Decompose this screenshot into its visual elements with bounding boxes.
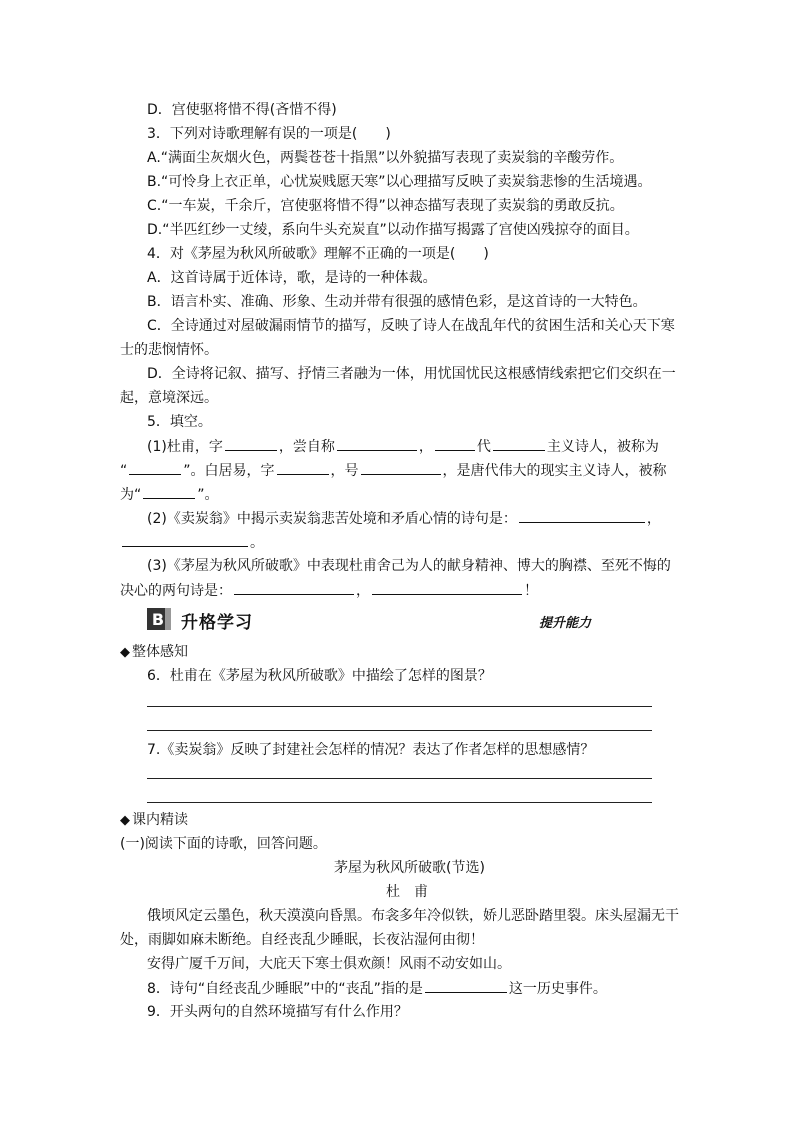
fill-blank-1-line2 <box>120 460 667 480</box>
question-4: 4．对《茅屋为秋风所破歌》理解不正确的一项是( ) <box>147 246 489 262</box>
fill-blank-3-line2 <box>120 580 538 600</box>
fill-blank-2-line1 <box>147 508 661 528</box>
question-5: 5．填空。 <box>147 414 212 430</box>
text: (2)《卖炭翁》中揭示卖炭翁悲苦处境和矛盾心情的诗句是： <box>147 511 517 527</box>
text: ”。白居易，字 <box>183 463 275 479</box>
section-header <box>147 606 617 632</box>
option-a-q4: A．这首诗属于近体诗，歌，是诗的一种体裁。 <box>147 270 437 286</box>
poem-line3: 安得广厦千万间，大庇天下寒士俱欢颜！风雨不动安如山。 <box>147 956 511 972</box>
text: 这一历史事件。 <box>508 981 607 997</box>
text: ，是唐代伟大的现实主义诗人，被称 <box>442 463 667 479</box>
option-d-q4-line1: D．全诗将记叙、描写、抒情三者融为一体，用忧国忧民这根感情线索把它们交织在一 <box>147 366 676 382</box>
answer-blank[interactable] <box>129 460 181 475</box>
answer-line[interactable] <box>147 802 652 803</box>
question-8 <box>147 978 607 998</box>
poem-line2: 处，雨脚如麻未断绝。自经丧乱少睡眠，长夜沾湿何由彻！ <box>120 932 484 948</box>
text: 8．诗句“自经丧乱少睡眠”中的“丧乱”指的是 <box>147 981 423 997</box>
option-a-q3: A.“满面尘灰烟火色，两鬓苍苍十指黑”以外貌描写表现了卖炭翁的辛酸劳作。 <box>147 150 624 166</box>
answer-line[interactable] <box>147 730 652 731</box>
text: 代 <box>476 439 491 455</box>
text: ，尝自称 <box>278 439 335 455</box>
text: ， <box>356 583 370 599</box>
option-d-q2: D．宫使驱将惜不得(吝惜不得) <box>147 102 337 118</box>
answer-blank[interactable] <box>122 532 248 547</box>
answer-blank[interactable] <box>425 978 507 993</box>
fill-blank-2-line2 <box>120 532 264 552</box>
poem-line1: 俄顷风定云墨色，秋天漠漠向昏黑。布衾多年冷似铁，娇儿恶卧踏里裂。床头屋漏无干 <box>147 908 679 924</box>
question-3: 3．下列对诗歌理解有误的一项是( ) <box>147 126 391 142</box>
question-6: 6．杜甫在《茅屋为秋风所破歌》中描绘了怎样的图景？ <box>147 668 492 684</box>
subsection-reading <box>120 810 188 830</box>
section-title: 升格学习 <box>181 613 253 633</box>
poem-title: 茅屋为秋风所破歌(节选) <box>334 860 485 876</box>
answer-blank[interactable] <box>337 436 417 451</box>
answer-blank[interactable] <box>493 436 545 451</box>
answer-line[interactable] <box>147 706 652 707</box>
answer-blank[interactable] <box>361 460 441 475</box>
option-c-q4-line1: C．全诗通过对屋破漏雨情节的描写，反映了诗人在战乱年代的贫困生活和关心天下寒 <box>147 318 675 334</box>
option-b-q3: B.“可怜身上衣正单，心忧炭贱愿天寒”以心理描写反映了卖炭翁悲惨的生活境遇。 <box>147 174 652 190</box>
diamond-icon: ◆ <box>120 645 130 660</box>
text: ，号 <box>330 463 359 479</box>
text: 。 <box>250 535 264 551</box>
badge-accent <box>165 608 171 630</box>
subsection-label: 课内精读 <box>132 812 188 828</box>
fill-blank-3-line1: (3)《茅屋为秋风所破歌》中表现杜甫舍己为人的献身精神、博大的胸襟、至死不悔的 <box>147 558 671 574</box>
fill-blank-1-line1 <box>147 436 659 456</box>
text: ， <box>646 511 661 527</box>
question-9: 9．开头两句的自然环境描写有什么作用？ <box>147 1004 408 1020</box>
question-7: 7.《卖炭翁》反映了封建社会怎样的情况？表达了作者怎样的思想感情？ <box>147 742 595 758</box>
text: ！ <box>524 583 538 599</box>
option-d-q4-line2: 起，意境深远。 <box>120 390 218 406</box>
option-d-q3: D.“半匹红纱一丈绫，系向牛头充炭直”以动作描写揭露了宫使凶残掠夺的面目。 <box>147 222 639 238</box>
answer-blank[interactable] <box>277 460 329 475</box>
answer-blank[interactable] <box>519 508 645 523</box>
reading-intro: (一)阅读下面的诗歌，回答问题。 <box>120 836 327 852</box>
text: (1)杜甫，字 <box>147 439 223 455</box>
diamond-icon: ◆ <box>120 813 130 828</box>
subsection-label: 整体感知 <box>132 644 188 660</box>
option-c-q3: C.“一车炭，千余斤，宫使驱将惜不得”以神态描写表现了卖炭翁的勇敢反抗。 <box>147 198 624 214</box>
section-subtitle: 提升能力 <box>539 616 592 631</box>
answer-blank[interactable] <box>225 436 277 451</box>
answer-blank[interactable] <box>143 484 195 499</box>
answer-blank[interactable] <box>372 580 522 595</box>
subsection-overall <box>120 642 188 662</box>
poem-author: 杜 甫 <box>386 884 428 900</box>
fill-blank-1-line3 <box>120 484 219 504</box>
answer-blank[interactable] <box>435 436 475 451</box>
text: ”。 <box>197 487 219 503</box>
text: 为“ <box>120 487 142 503</box>
text: ， <box>418 439 433 455</box>
text: 决心的两句诗是： <box>120 583 232 599</box>
answer-line[interactable] <box>147 778 652 779</box>
text: 主义诗人，被称为 <box>546 439 659 455</box>
section-badge: B <box>147 608 169 630</box>
answer-blank[interactable] <box>234 580 354 595</box>
option-c-q4-line2: 士的悲悯情怀。 <box>120 342 218 358</box>
text: “ <box>120 463 128 479</box>
option-b-q4: B．语言朴实、准确、形象、生动并带有很强的感情色彩，是这首诗的一大特色。 <box>147 294 647 310</box>
